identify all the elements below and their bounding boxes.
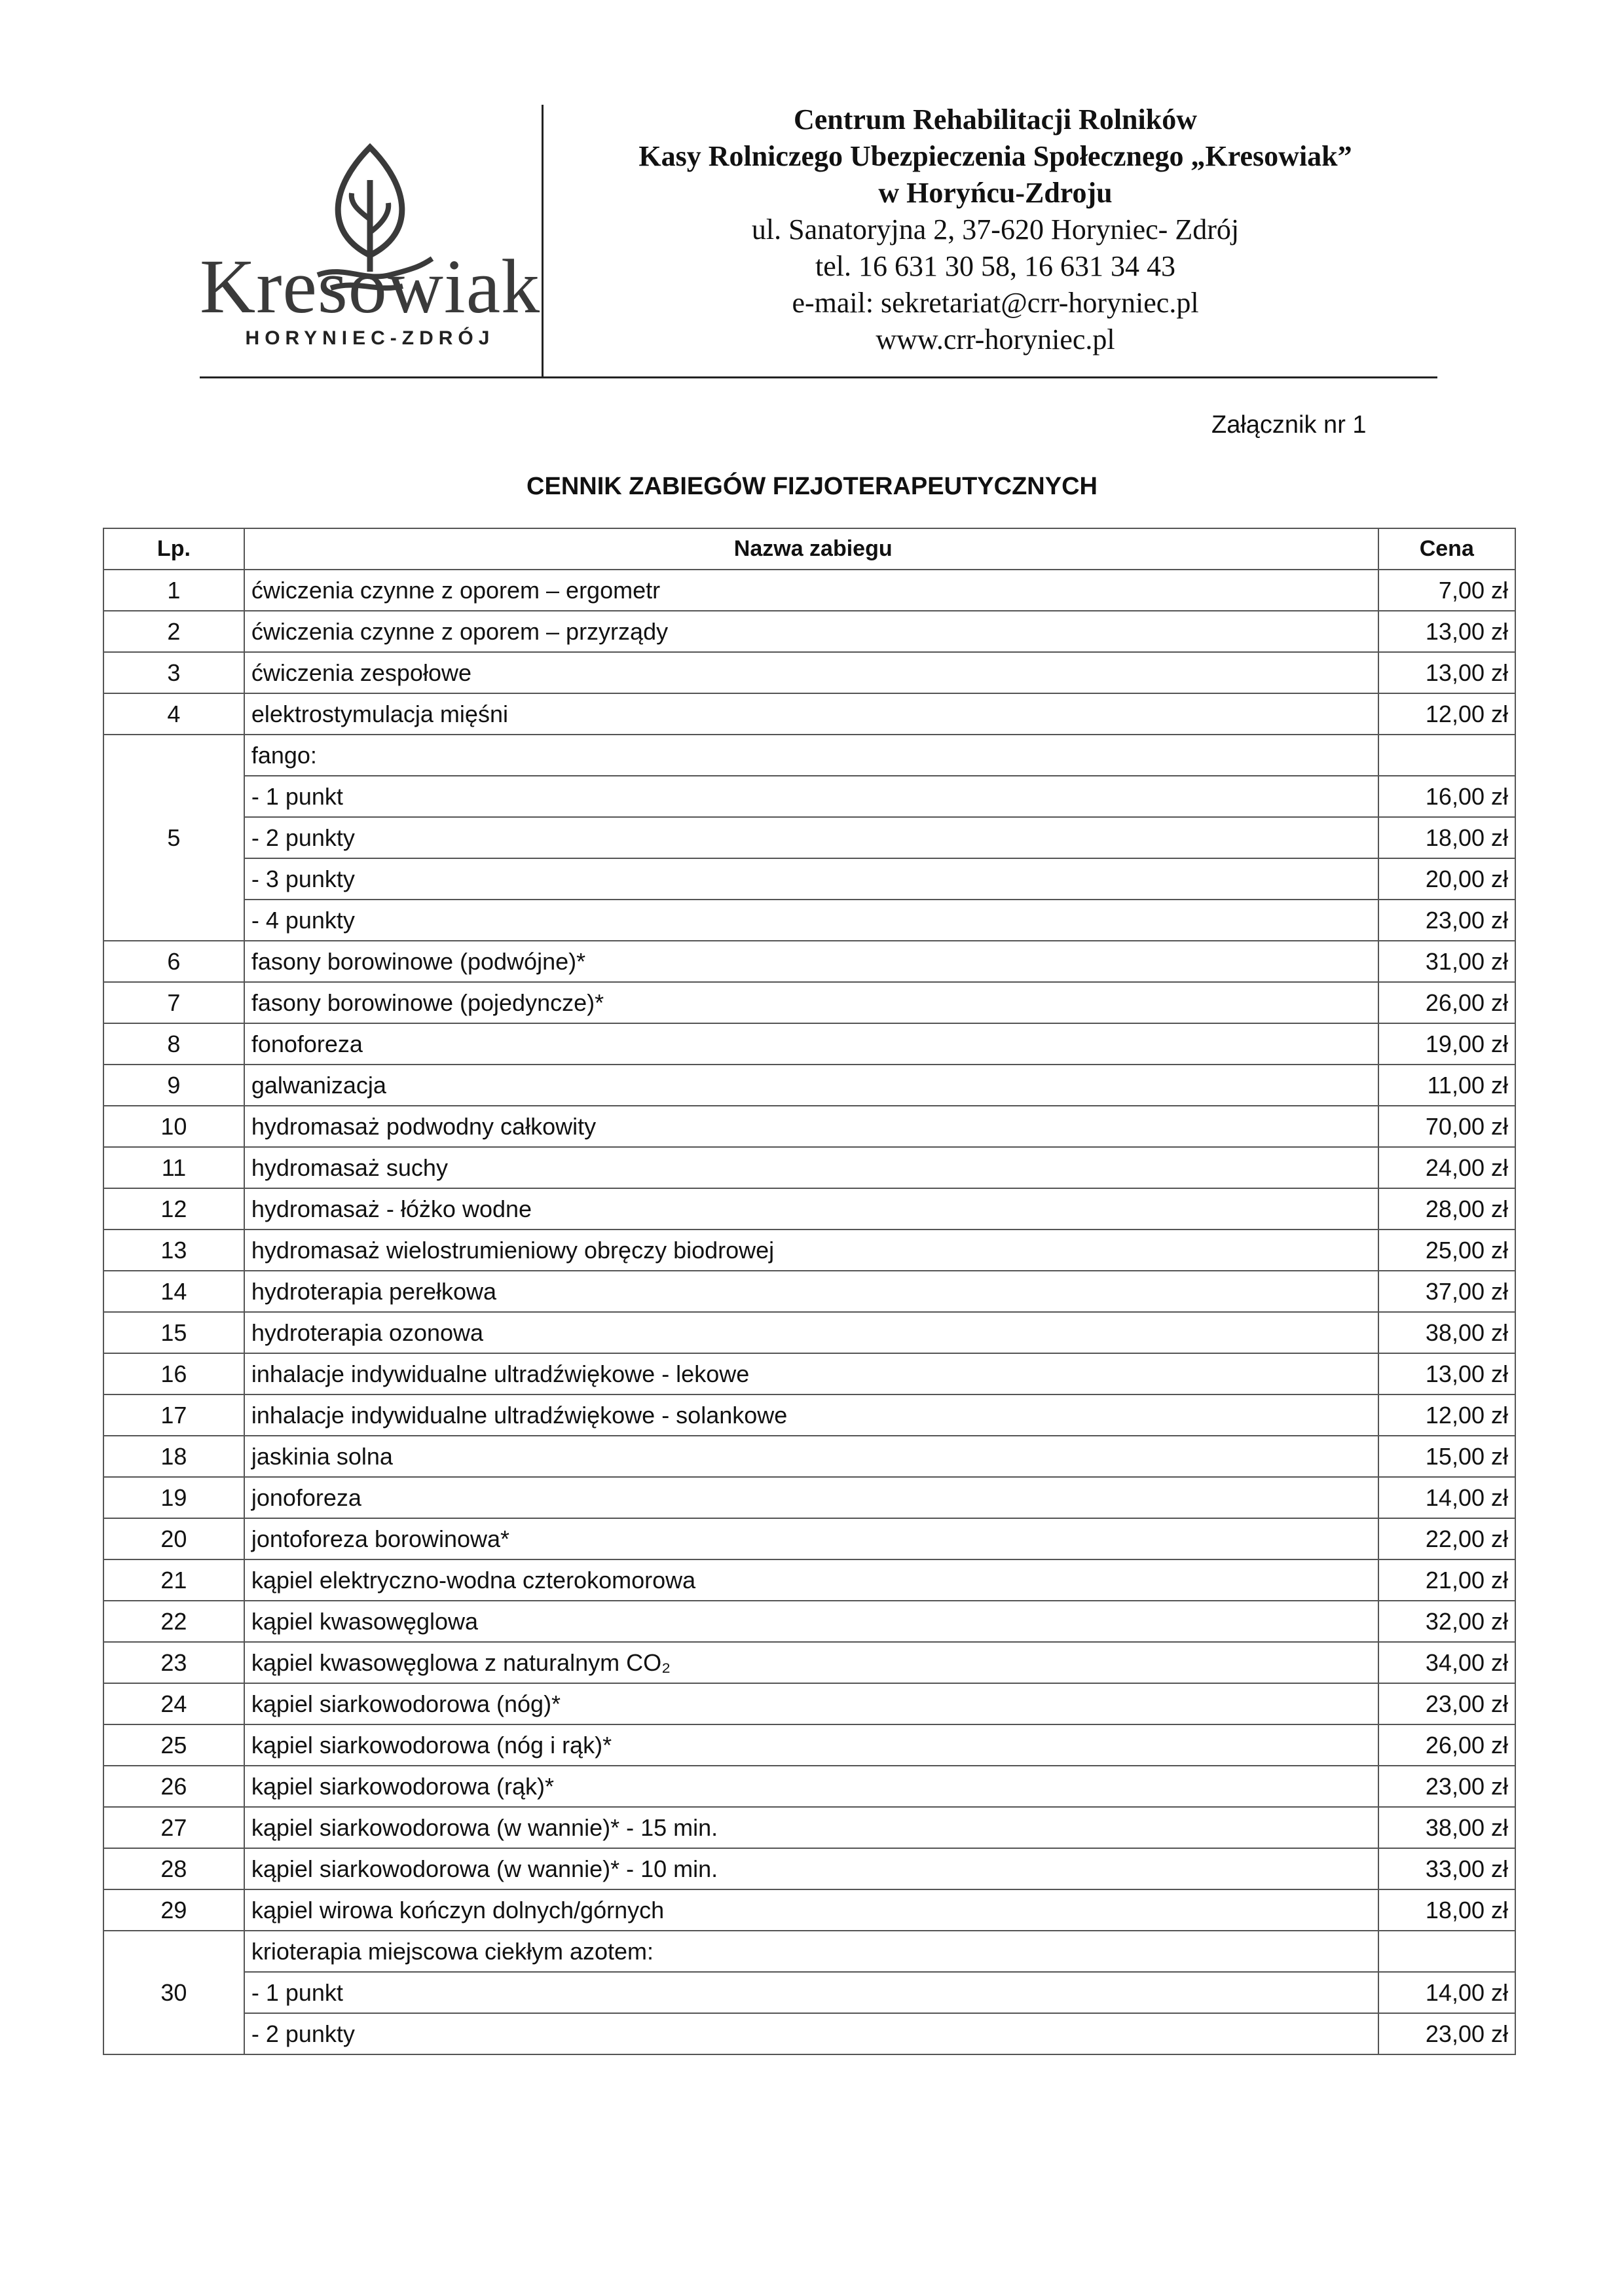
table-row [103, 735, 1515, 776]
row-lp: 11 [103, 1147, 244, 1188]
row-treatment-name: hydroterapia ozonowa [244, 1312, 1378, 1353]
row-lp: 20 [103, 1518, 244, 1559]
subrow-price: 23,00 zł [1378, 2013, 1515, 2054]
subrow-treatment-name: - 2 punkty [244, 817, 1378, 858]
row-price: 12,00 zł [1378, 1394, 1515, 1436]
row-lp: 19 [103, 1477, 244, 1518]
row-treatment-name: krioterapia miejscowa ciekłym azotem: [244, 1931, 1378, 1972]
row-price: 12,00 zł [1378, 693, 1515, 735]
row-lp: 14 [103, 1271, 244, 1312]
row-lp: 21 [103, 1559, 244, 1601]
row-treatment-name: jontoforeza borowinowa* [244, 1518, 1378, 1559]
row-lp: 25 [103, 1724, 244, 1766]
row-lp: 6 [103, 941, 244, 982]
row-lp: 26 [103, 1766, 244, 1807]
header-vertical-divider [542, 105, 544, 376]
table-row [103, 1312, 1515, 1353]
table-row [103, 1724, 1515, 1766]
row-treatment-name: fasony borowinowe (podwójne)* [244, 941, 1378, 982]
table-row [103, 570, 1515, 611]
table-subrow [103, 2013, 1515, 2054]
row-treatment-name: kąpiel siarkowodorowa (nóg i rąk)* [244, 1724, 1378, 1766]
table-row [103, 1065, 1515, 1106]
subrow-price: 16,00 zł [1378, 776, 1515, 817]
logo [200, 101, 540, 380]
row-price [1378, 1931, 1515, 1972]
row-treatment-name: ćwiczenia czynne z oporem – przyrządy [244, 611, 1378, 652]
org-address: ul. Sanatoryjna 2, 37-620 Horyniec- Zdrój [751, 213, 1240, 246]
row-treatment-name: kąpiel kwasowęglowa [244, 1601, 1378, 1642]
org-website: www.crr-horyniec.pl [876, 323, 1115, 355]
table-subrow [103, 776, 1515, 817]
row-treatment-name: kąpiel wirowa kończyn dolnych/górnych [244, 1889, 1378, 1931]
row-treatment-name: fasony borowinowe (pojedyncze)* [244, 982, 1378, 1023]
row-price: 23,00 zł [1378, 1683, 1515, 1724]
row-price: 24,00 zł [1378, 1147, 1515, 1188]
header-horizontal-divider [200, 376, 1437, 378]
table-row [103, 1230, 1515, 1271]
table-body [103, 570, 1515, 2054]
table-row [103, 693, 1515, 735]
row-treatment-name: ćwiczenia zespołowe [244, 652, 1378, 693]
subrow-treatment-name: - 3 punkty [244, 858, 1378, 900]
table-subrow [103, 817, 1515, 858]
subrow-treatment-name: - 1 punkt [244, 776, 1378, 817]
table-row [103, 1394, 1515, 1436]
table-row [103, 1147, 1515, 1188]
table-row [103, 982, 1515, 1023]
row-lp: 12 [103, 1188, 244, 1230]
row-price: 15,00 zł [1378, 1436, 1515, 1477]
row-treatment-name: kąpiel siarkowodorowa (w wannie)* - 10 min. [244, 1848, 1378, 1889]
subrow-treatment-name: - 2 punkty [244, 2013, 1378, 2054]
row-price: 25,00 zł [1378, 1230, 1515, 1271]
org-name-line1: Centrum Rehabilitacji Rolników [794, 103, 1197, 136]
row-price: 38,00 zł [1378, 1312, 1515, 1353]
table-row [103, 1559, 1515, 1601]
table-subrow [103, 1972, 1515, 2013]
row-treatment-name: inhalacje indywidualne ultradźwiękowe - lekowe [244, 1353, 1378, 1394]
subrow-price: 14,00 zł [1378, 1972, 1515, 2013]
row-treatment-name: hydromasaż suchy [244, 1147, 1378, 1188]
row-price: 13,00 zł [1378, 652, 1515, 693]
price-table [103, 528, 1516, 2055]
row-price: 33,00 zł [1378, 1848, 1515, 1889]
row-treatment-name: kąpiel siarkowodorowa (w wannie)* - 15 min. [244, 1807, 1378, 1848]
row-lp: 13 [103, 1230, 244, 1271]
row-price: 70,00 zł [1378, 1106, 1515, 1147]
row-treatment-name: jonoforeza [244, 1477, 1378, 1518]
row-price: 11,00 zł [1378, 1065, 1515, 1106]
table-row [103, 1271, 1515, 1312]
row-price: 23,00 zł [1378, 1766, 1515, 1807]
letterhead [200, 101, 1437, 380]
org-phone: tel. 16 631 30 58, 16 631 34 43 [815, 250, 1175, 282]
row-treatment-name: hydroterapia perełkowa [244, 1271, 1378, 1312]
row-price: 34,00 zł [1378, 1642, 1515, 1683]
row-treatment-name: jaskinia solna [244, 1436, 1378, 1477]
table-row [103, 1931, 1515, 1972]
subrow-price: 18,00 zł [1378, 817, 1515, 858]
row-lp: 2 [103, 611, 244, 652]
row-lp: 28 [103, 1848, 244, 1889]
table-subrow [103, 858, 1515, 900]
row-treatment-name: kąpiel siarkowodorowa (nóg)* [244, 1683, 1378, 1724]
row-lp: 8 [103, 1023, 244, 1065]
row-treatment-name: inhalacje indywidualne ultradźwiękowe - solankowe [244, 1394, 1378, 1436]
logo-location: HORYNIEC-ZDRÓJ [245, 327, 495, 349]
table-row [103, 1766, 1515, 1807]
table-row [103, 1106, 1515, 1147]
table-row [103, 1518, 1515, 1559]
row-price: 22,00 zł [1378, 1518, 1515, 1559]
row-treatment-name: galwanizacja [244, 1065, 1378, 1106]
row-price: 38,00 zł [1378, 1807, 1515, 1848]
attachment-label: Załącznik nr 1 [1211, 411, 1367, 439]
subrow-treatment-name: - 4 punkty [244, 900, 1378, 941]
row-lp: 30 [103, 1931, 244, 2054]
header-lp: Lp. [103, 528, 244, 570]
org-name-line3: w Horyńcu-Zdroju [878, 177, 1113, 209]
subrow-price: 20,00 zł [1378, 858, 1515, 900]
row-treatment-name: ćwiczenia czynne z oporem – ergometr [244, 570, 1378, 611]
row-lp: 18 [103, 1436, 244, 1477]
row-price: 26,00 zł [1378, 1724, 1515, 1766]
row-lp: 4 [103, 693, 244, 735]
row-treatment-name: elektrostymulacja mięśni [244, 693, 1378, 735]
row-price [1378, 735, 1515, 776]
row-lp: 27 [103, 1807, 244, 1848]
table-row [103, 1023, 1515, 1065]
row-treatment-name: kąpiel elektryczno-wodna czterokomorowa [244, 1559, 1378, 1601]
row-price: 13,00 zł [1378, 1353, 1515, 1394]
row-price: 32,00 zł [1378, 1601, 1515, 1642]
row-treatment-name: hydromasaż wielostrumieniowy obręczy biodrowej [244, 1230, 1378, 1271]
table-row [103, 1601, 1515, 1642]
row-treatment-name: fango: [244, 735, 1378, 776]
header-price: Cena [1378, 528, 1515, 570]
row-price: 7,00 zł [1378, 570, 1515, 611]
row-lp: 7 [103, 982, 244, 1023]
table-row [103, 1436, 1515, 1477]
table-subrow [103, 900, 1515, 941]
table-row [103, 1683, 1515, 1724]
row-treatment-name: kąpiel siarkowodorowa (rąk)* [244, 1766, 1378, 1807]
row-price: 14,00 zł [1378, 1477, 1515, 1518]
subrow-treatment-name: - 1 punkt [244, 1972, 1378, 2013]
table-row [103, 611, 1515, 652]
header-name: Nazwa zabiegu [244, 528, 1378, 570]
row-treatment-name: hydromasaż - łóżko wodne [244, 1188, 1378, 1230]
row-lp: 3 [103, 652, 244, 693]
row-lp: 10 [103, 1106, 244, 1147]
table-row [103, 941, 1515, 982]
table-row [103, 652, 1515, 693]
org-email: e-mail: sekretariat@crr-horyniec.pl [792, 287, 1199, 319]
document-title: CENNIK ZABIEGÓW FIZJOTERAPEUTYCZNYCH [526, 473, 1098, 500]
row-lp: 29 [103, 1889, 244, 1931]
row-price: 18,00 zł [1378, 1889, 1515, 1931]
row-price: 31,00 zł [1378, 941, 1515, 982]
row-price: 28,00 zł [1378, 1188, 1515, 1230]
logo-name: Kresowiak [200, 244, 541, 329]
row-lp: 17 [103, 1394, 244, 1436]
row-price: 13,00 zł [1378, 611, 1515, 652]
org-name-line2: Kasy Rolniczego Ubezpieczenia Społecznego „Kresowiak” [638, 140, 1352, 172]
table-row [103, 1889, 1515, 1931]
row-price: 21,00 zł [1378, 1559, 1515, 1601]
row-treatment-name: kąpiel kwasowęglowa z naturalnym CO₂ [244, 1642, 1378, 1683]
row-price: 19,00 zł [1378, 1023, 1515, 1065]
subrow-price: 23,00 zł [1378, 900, 1515, 941]
row-price: 26,00 zł [1378, 982, 1515, 1023]
row-price: 37,00 zł [1378, 1271, 1515, 1312]
table-row [103, 1807, 1515, 1848]
row-treatment-name: fonoforeza [244, 1023, 1378, 1065]
row-lp: 22 [103, 1601, 244, 1642]
row-lp: 24 [103, 1683, 244, 1724]
organization-details [553, 101, 1437, 358]
row-lp: 15 [103, 1312, 244, 1353]
table-row [103, 1848, 1515, 1889]
table-row [103, 1353, 1515, 1394]
row-lp: 9 [103, 1065, 244, 1106]
table-row [103, 1188, 1515, 1230]
table-header-row [103, 528, 1515, 570]
row-lp: 23 [103, 1642, 244, 1683]
table-row [103, 1477, 1515, 1518]
row-lp: 5 [103, 735, 244, 941]
row-treatment-name: hydromasaż podwodny całkowity [244, 1106, 1378, 1147]
table-row [103, 1642, 1515, 1683]
row-lp: 16 [103, 1353, 244, 1394]
row-lp: 1 [103, 570, 244, 611]
